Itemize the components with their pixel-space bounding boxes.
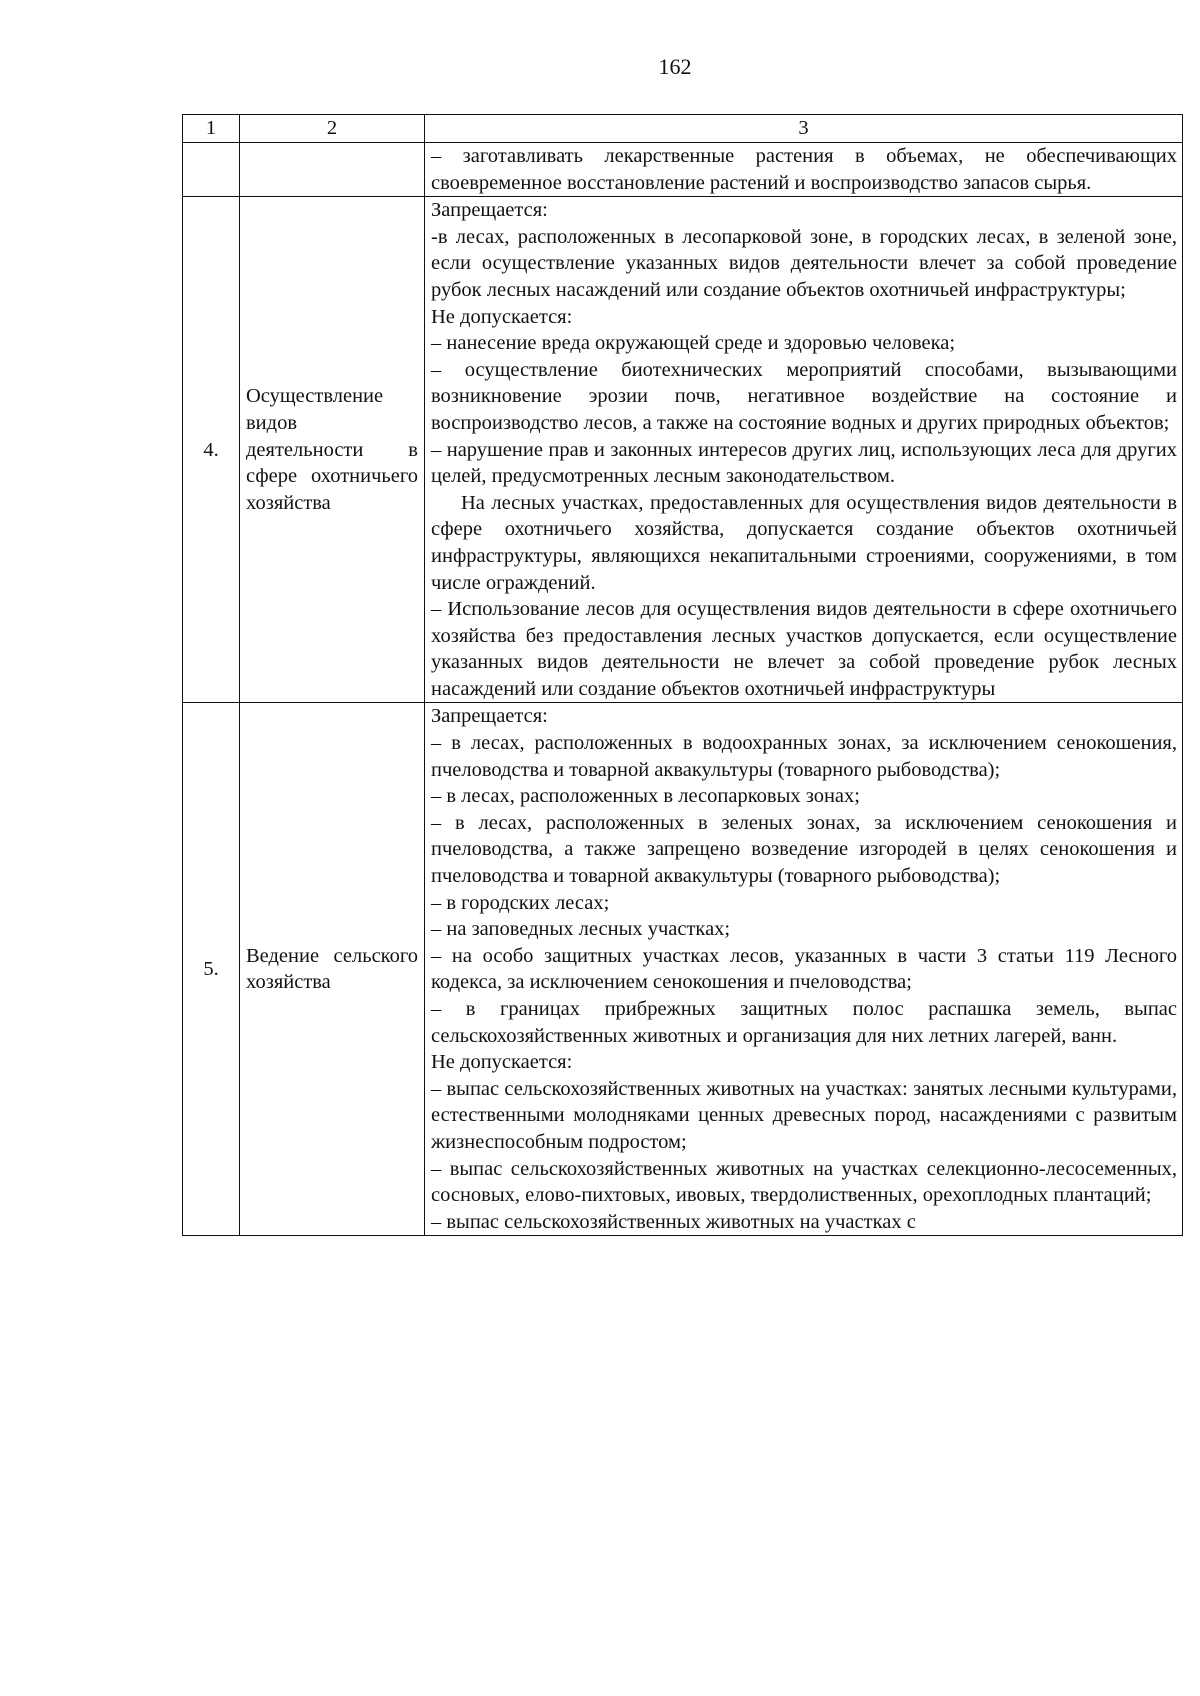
- table-row-continuation: [183, 143, 1183, 197]
- activity-type: [240, 703, 425, 1236]
- restriction-heading: Не допускается:: [431, 1051, 573, 1074]
- header-col-2: 2: [240, 115, 425, 143]
- restriction-item: – в границах прибрежных защитных полос распашка земель, выпас сельскохозяйственных животных и организация для них летних лагерей, ванн.: [431, 998, 1177, 1047]
- table-row-5: [183, 703, 1183, 1236]
- restriction-item: – выпас сельскохозяйственных животных на участках с: [431, 1210, 916, 1233]
- restriction-heading: Запрещается:: [431, 705, 548, 728]
- table-row-4: [183, 197, 1183, 703]
- header-col-1: 1: [183, 115, 240, 143]
- restriction-heading: Запрещается:: [431, 199, 548, 222]
- restriction-item: – в городских лесах;: [431, 891, 610, 914]
- restrictions-cell: [425, 703, 1183, 1236]
- regulation-table: [182, 114, 1183, 1236]
- restrictions-cell: [425, 197, 1183, 703]
- restriction-item: – в лесах, расположенных в зеленых зонах, за исключением сенокошения и пчеловодства, а также запрещено возведение изгородей в целях сенокошения и пчеловодства и товарной аквакультуры (товарного рыбоводства);: [431, 811, 1177, 888]
- restriction-text: – заготавливать лекарственные растения в объемах, не обеспечивающих своевременное восстановление растений и воспроизводство запасов сырья.: [431, 145, 1177, 194]
- restriction-item: – Использование лесов для осуществления видов деятельности в сфере охотничьего хозяйства без предоставления лесных участков допускается, если осуществление указанных видов деятельности не влечет за собой проведение рубок лесных насаждений или создание объектов охотничьей инфраструктуры: [431, 598, 1177, 700]
- row-number: 5.: [183, 703, 240, 1236]
- permission-paragraph: На лесных участках, предоставленных для осуществления видов деятельности в сфере охотничьего хозяйства, допускается создание объектов охотничьей инфраструктуры, являющихся некапитальными строениями, сооружениями, в том числе ограждений.: [431, 491, 1177, 594]
- restriction-item: – нарушение прав и законных интересов других лиц, использующих леса для других целей, предусмотренных лесным законодательством.: [431, 438, 1177, 488]
- restriction-item: -в лесах, расположенных в лесопарковой зоне, в городских лесах, в зеленой зоне, если осуществление указанных видов деятельности влечет за собой проведение рубок лесных насаждений или создание объектов охотничьей инфраструктуры;: [431, 225, 1177, 301]
- row-number: 4.: [183, 197, 240, 703]
- activity-type-text: Ведение сельского хозяйства: [246, 944, 418, 994]
- restriction-item: – выпас сельскохозяйственных животных на участках: занятых лесными культурами, естественными молодняками ценных древесных пород, насаждениями с развитым жизнеспособным подростом;: [431, 1077, 1177, 1153]
- page-number: 162: [658, 54, 692, 79]
- restriction-heading: Не допускается:: [431, 305, 573, 328]
- header-col-3: 3: [425, 115, 1183, 143]
- activity-type-text: Осуществление видов деятельности в сфере охотничьего хозяйства: [246, 385, 418, 514]
- activity-type: [240, 197, 425, 703]
- restriction-item: – выпас сельскохозяйственных животных на участках селекционно-лесосеменных, сосновых, елово-пихтовых, ивовых, твердолиственных, орехоплодных плантаций;: [431, 1157, 1177, 1207]
- restrictions-cell: [425, 143, 1183, 197]
- restriction-item: – на заповедных лесных участках;: [431, 918, 731, 941]
- row-number-cell: [183, 143, 240, 197]
- restriction-item: – осуществление биотехнических мероприятий способами, вызывающими возникновение эрозии почв, негативное воздействие на состояние и воспроизводство лесов, а также на состояние водных и других природных объектов;: [431, 358, 1177, 434]
- restriction-item: – в лесах, расположенных в лесопарковых зонах;: [431, 785, 860, 808]
- restriction-item: – на особо защитных участках лесов, указанных в части 3 статьи 119 Лесного кодекса, за исключением сенокошения и пчеловодства;: [431, 944, 1177, 994]
- activity-cell: [240, 143, 425, 197]
- restriction-item: – нанесение вреда окружающей среде и здоровью человека;: [431, 332, 956, 355]
- restriction-item: – в лесах, расположенных в водоохранных зонах, за исключением сенокошения, пчеловодства и товарной аквакультуры (товарного рыбоводства);: [431, 732, 1177, 781]
- table-header-row: [183, 115, 1183, 143]
